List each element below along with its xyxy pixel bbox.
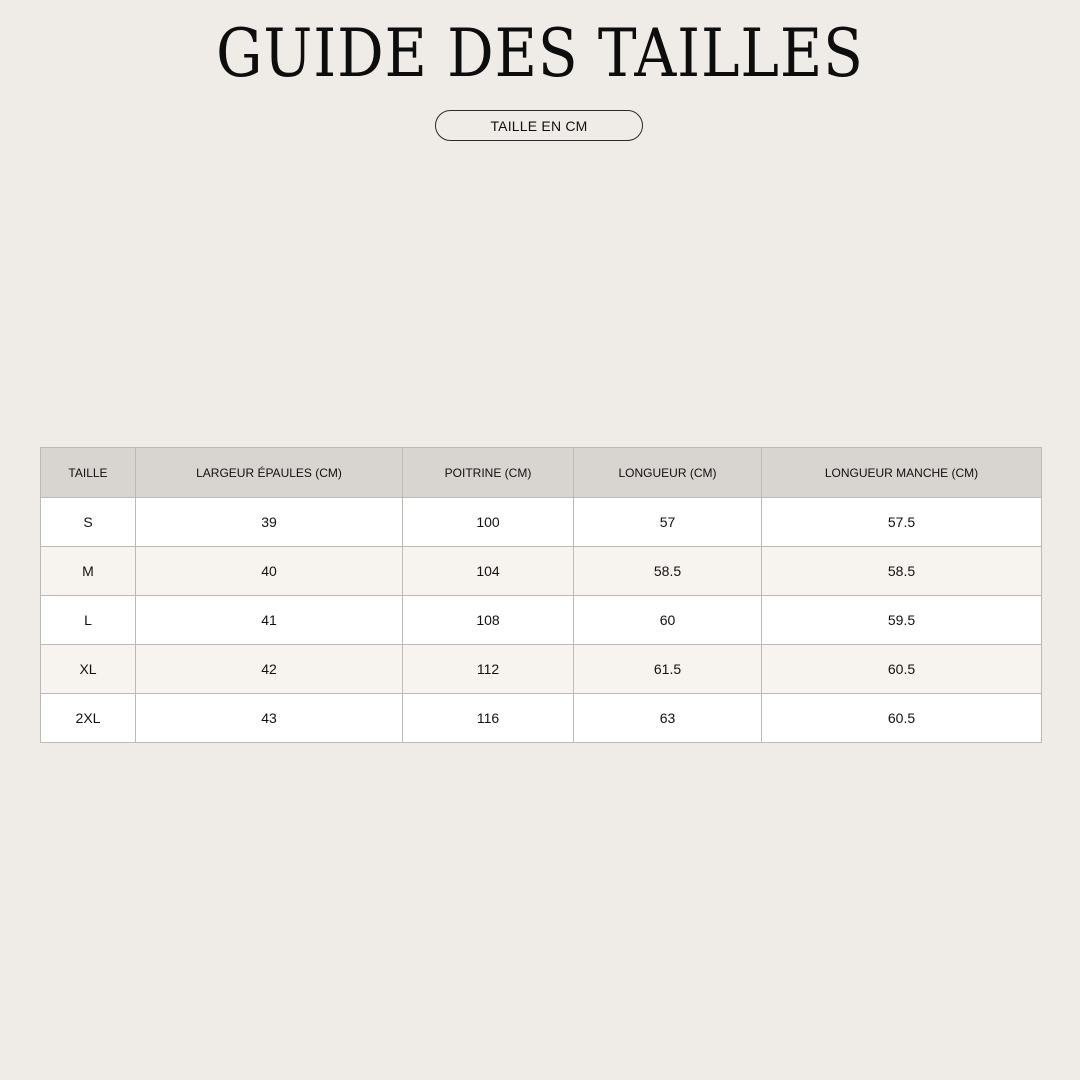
page-title: GUIDE DES TAILLES bbox=[216, 15, 864, 92]
size-cell: 2XL bbox=[41, 694, 136, 743]
sleeve-length-cell: 57.5 bbox=[762, 498, 1042, 547]
shoulder-width-cell: 40 bbox=[136, 547, 403, 596]
size-cell: XL bbox=[41, 645, 136, 694]
length-cell: 61.5 bbox=[574, 645, 762, 694]
table-row bbox=[41, 694, 1042, 743]
shoulder-width-cell: 39 bbox=[136, 498, 403, 547]
table-row bbox=[41, 547, 1042, 596]
size-cell: L bbox=[41, 596, 136, 645]
sleeve-length-cell: 60.5 bbox=[762, 645, 1042, 694]
size-cell: S bbox=[41, 498, 136, 547]
header-taille: TAILLE bbox=[41, 448, 136, 498]
table-row bbox=[41, 498, 1042, 547]
length-cell: 63 bbox=[574, 694, 762, 743]
chest-cell: 100 bbox=[403, 498, 574, 547]
header-largeur-epaules: LARGEUR ÉPAULES (CM) bbox=[136, 448, 403, 498]
shoulder-width-cell: 42 bbox=[136, 645, 403, 694]
shoulder-width-cell: 41 bbox=[136, 596, 403, 645]
header-poitrine: POITRINE (CM) bbox=[403, 448, 574, 498]
chest-cell: 112 bbox=[403, 645, 574, 694]
header-longueur: LONGUEUR (CM) bbox=[574, 448, 762, 498]
sleeve-length-cell: 58.5 bbox=[762, 547, 1042, 596]
size-chart-table bbox=[40, 447, 1042, 743]
table-header-row bbox=[41, 448, 1042, 498]
table-row bbox=[41, 596, 1042, 645]
length-cell: 60 bbox=[574, 596, 762, 645]
header-longueur-manche: LONGUEUR MANCHE (CM) bbox=[762, 448, 1042, 498]
chest-cell: 116 bbox=[403, 694, 574, 743]
length-cell: 58.5 bbox=[574, 547, 762, 596]
length-cell: 57 bbox=[574, 498, 762, 547]
sleeve-length-cell: 60.5 bbox=[762, 694, 1042, 743]
size-cell: M bbox=[41, 547, 136, 596]
shoulder-width-cell: 43 bbox=[136, 694, 403, 743]
chest-cell: 104 bbox=[403, 547, 574, 596]
unit-badge: TAILLE EN CM bbox=[435, 110, 643, 141]
table-row bbox=[41, 645, 1042, 694]
sleeve-length-cell: 59.5 bbox=[762, 596, 1042, 645]
chest-cell: 108 bbox=[403, 596, 574, 645]
